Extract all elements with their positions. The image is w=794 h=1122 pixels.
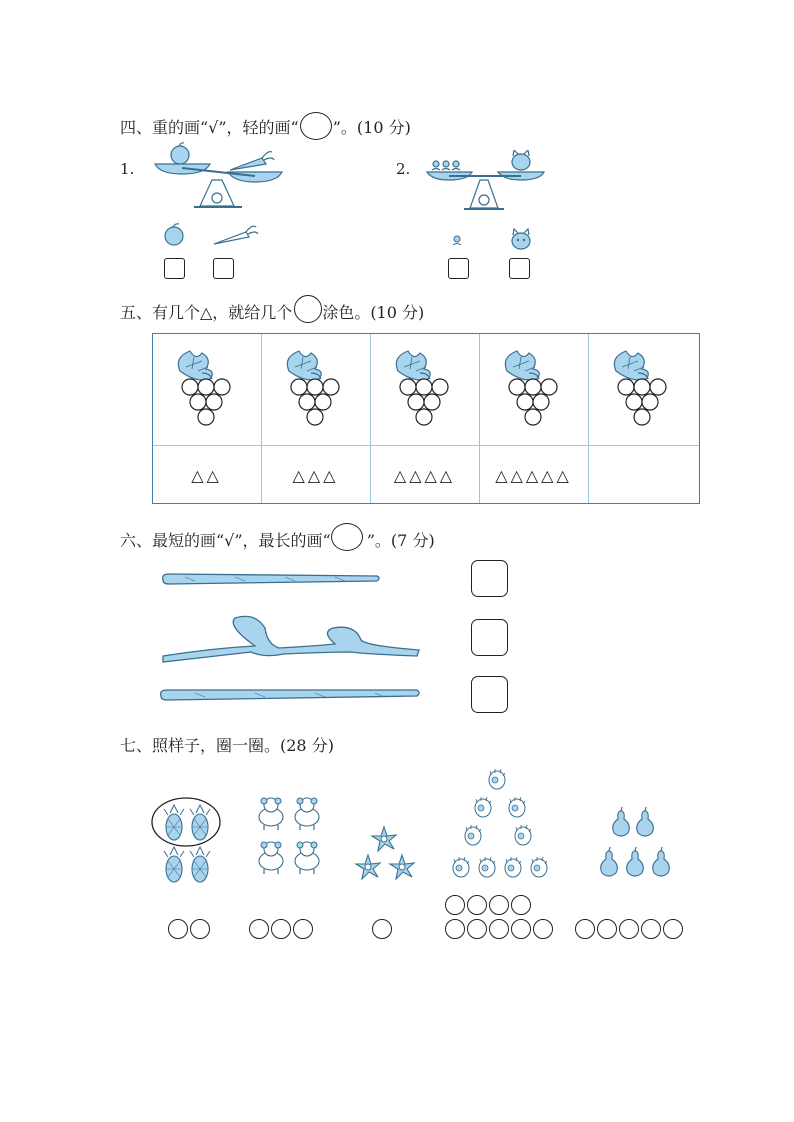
small-item-icon	[450, 233, 464, 249]
triangle-count-1: △△	[191, 466, 222, 485]
q6-title	[120, 528, 435, 551]
circle-symbol	[300, 112, 332, 140]
answer-circles-hedgehog-bottom[interactable]	[445, 919, 555, 939]
answer-circles-pear[interactable]	[575, 919, 685, 939]
counting-illustrations	[148, 765, 708, 895]
q4-title-part2: ”。(10 分)	[332, 117, 411, 137]
rope-1	[163, 574, 379, 584]
example-circle	[152, 798, 220, 846]
q5-title-part2: 涂色。(10 分)	[322, 302, 425, 322]
answer-circles-hedgehog-top[interactable]	[445, 895, 533, 915]
answer-box-cat[interactable]	[509, 258, 530, 279]
answer-box-rope-3[interactable]	[471, 676, 508, 713]
answer-box-rope-1[interactable]	[471, 560, 508, 597]
rope-2	[163, 616, 419, 662]
triangle-count-4: △△△△△	[495, 466, 572, 485]
grape-bunch-3	[396, 351, 448, 425]
item-number-1: 1.	[120, 160, 135, 178]
grape-bunch-5	[614, 351, 666, 425]
answer-circles-sheep[interactable]	[249, 919, 315, 939]
grape-bunch-1	[178, 351, 230, 425]
q6-title-part1: 六、最短的画“√”，最长的画“	[120, 531, 331, 550]
circle-symbol	[331, 523, 363, 551]
carrot-icon	[210, 222, 260, 248]
grape-bunch-4	[505, 351, 557, 425]
item-number-2: 2.	[396, 160, 411, 178]
apple-icon	[160, 222, 188, 248]
triangle-count-3: △△△△	[393, 466, 456, 485]
answer-box-rope-2[interactable]	[471, 619, 508, 656]
answer-box-apple[interactable]	[164, 258, 185, 279]
answer-box-small-item[interactable]	[448, 258, 469, 279]
q5-title	[120, 299, 424, 323]
circle-symbol	[294, 295, 322, 323]
q4-title	[120, 112, 411, 140]
grape-bunch-2	[287, 351, 339, 425]
q7-title: 七、照样子，圈一圈。(28 分)	[120, 736, 334, 755]
answer-circles-pineapple[interactable]	[168, 919, 212, 939]
grape-illustrations	[152, 333, 698, 445]
answer-box-carrot[interactable]	[213, 258, 234, 279]
balance-scale-1	[150, 140, 290, 212]
ropes-illustration	[155, 568, 435, 708]
answer-circles-flower[interactable]	[372, 919, 394, 939]
balance-scale-2	[424, 150, 550, 214]
cat-icon	[509, 228, 533, 250]
q6-title-part2: ”。(7 分)	[366, 531, 435, 550]
triangle-count-2: △△△	[292, 466, 339, 485]
q5-title-part1: 五、有几个△，就给几个	[120, 302, 293, 322]
q4-title-part1: 四、重的画“√”，轻的画“	[120, 117, 299, 137]
